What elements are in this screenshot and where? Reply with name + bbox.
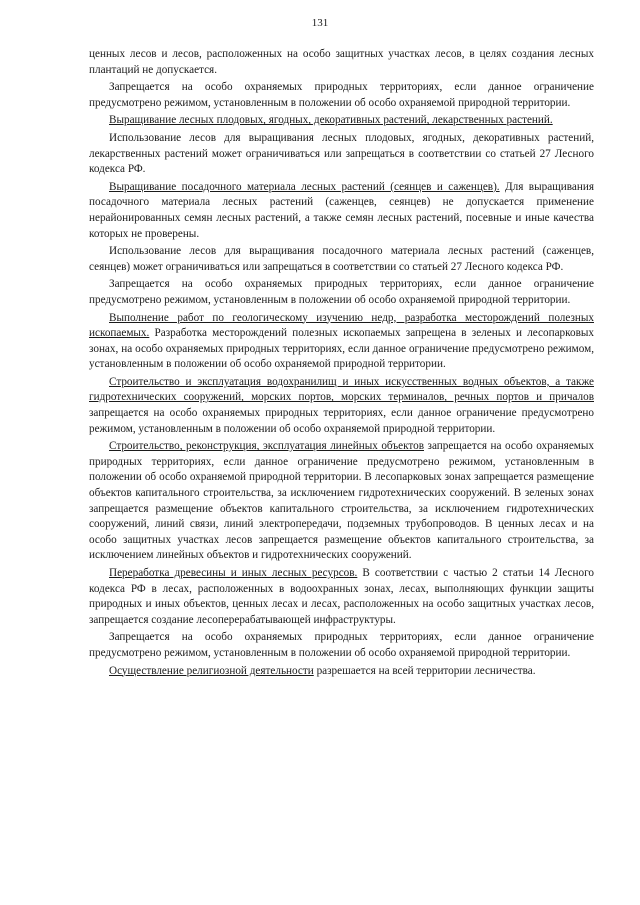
paragraph-8: Выполнение работ по геологическому изучению недр, разработка месторождений полезных ископаемых. Разработка месторождений полезных ископаемых запрещена в зеленых и лесопарковых зонах, на особо охраняемых природных территориях, если данное ограничение предусмотрено режимом, установленным в положении об особо охраняемой природной территории. <box>89 311 594 371</box>
paragraph-11: Переработка древесины и иных лесных ресурсов. В соответствии с частью 2 статьи 14 Лесного кодекса РФ в лесах, расположенных в водоохранных зонах, лесах, выполняющих функции защиты природных и иных объектов, ценных лесах и лесах, расположенных на особо защитных участках лесов, запрещается создание лесоперерабатывающей инфраструктуры. <box>89 567 594 626</box>
underlined-heading: Строительство и эксплуатация водохранилищ и иных искусственных водных объектов, а также гидротехнических сооружений, морских портов, морских терминалов, речных портов и причалов <box>89 375 594 404</box>
paragraph-10: Строительство, реконструкция, эксплуатация линейных объектов запрещается на особо охраняемых природных территориях, если данное ограничение предусмотрено режимом, установленным в положении об особо охраняемой природной территории. В лесопарковых зонах запрещается размещение объектов капитального строительства, за исключением гидротехнических сооружений. В зеленых зонах запрещается размещение объектов капитального строительства, за исключением гидротехнических сооружений, линий связи, линий электропередачи, подземных трубопроводов. В ценных лесах и на особо защитных участках лесов запрещается размещение объектов капитального строительства, за исключением линейных объектов и гидротехнических сооружений. <box>89 440 594 562</box>
paragraph-12: Запрещается на особо охраняемых природных территориях, если данное ограничение предусмотрено режимом, установленным в положении об особо охраняемой природной территории. <box>89 631 594 659</box>
underlined-heading: Осуществление религиозной деятельности <box>109 664 314 677</box>
paragraph-3-heading <box>89 113 594 129</box>
underlined-heading: Выращивание лесных плодовых, ягодных, декоративных растений, лекарственных растений. <box>109 114 553 127</box>
paragraph-13: Осуществление религиозной деятельности разрешается на всей территории лесничества. <box>109 664 536 677</box>
page-number: 131 <box>311 17 329 29</box>
underlined-heading: Переработка древесины и иных лесных ресурсов. <box>109 567 358 579</box>
underlined-heading: Строительство, реконструкция, эксплуатация линейных объектов <box>109 440 424 453</box>
paragraph-7: Запрещается на особо охраняемых природных территориях, если данное ограничение предусмотрено режимом, установленным в положении об особо охраняемой природной территории. <box>89 278 594 306</box>
paragraph-6: Использование лесов для выращивания посадочного материала лесных растений (саженцев, сеянцев) может ограничиваться или запрещаться в соответствии со статьей 27 Лесного кодекса РФ. <box>89 245 594 273</box>
paragraph-5: Выращивание посадочного материала лесных растений (сеянцев и саженцев). Для выращивания посадочного материала лесных растений (саженцев, сеянцев) не допускается применение нерайонированных семян лесных растений, а также семян лесных растений, посевные и иные качества которых не проверены. <box>89 180 594 240</box>
paragraph-1: ценных лесов и лесов, расположенных на особо защитных участках лесов, в целях создания лесных плантаций не допускается. <box>89 48 594 76</box>
underlined-heading: Выполнение работ по геологическому изучению недр, разработка месторождений полезных ископаемых. <box>89 311 594 340</box>
underlined-heading: Выращивание посадочного материала лесных растений (сеянцев и саженцев). <box>109 180 500 193</box>
paragraph-4: Использование лесов для выращивания лесных плодовых, ягодных, декоративных растений, лекарственных растений может ограничиваться или запрещаться в соответствии со статьей 27 Лесного кодекса РФ. <box>89 131 594 176</box>
paragraph-2: Запрещается на особо охраняемых природных территориях, если данное ограничение предусмотрено режимом, установленным в положении об особо охраняемой природной территории. <box>89 81 594 109</box>
paragraph-9: Строительство и эксплуатация водохранилищ и иных искусственных водных объектов, а также гидротехнических сооружений, морских портов, морских терминалов, речных портов и причалов запрещается на особо охраняемых природных территориях, если данное ограничение предусмотрено режимом, установленным в положении об особо охраняемой природной территории. <box>89 375 594 435</box>
document-body <box>89 47 594 681</box>
